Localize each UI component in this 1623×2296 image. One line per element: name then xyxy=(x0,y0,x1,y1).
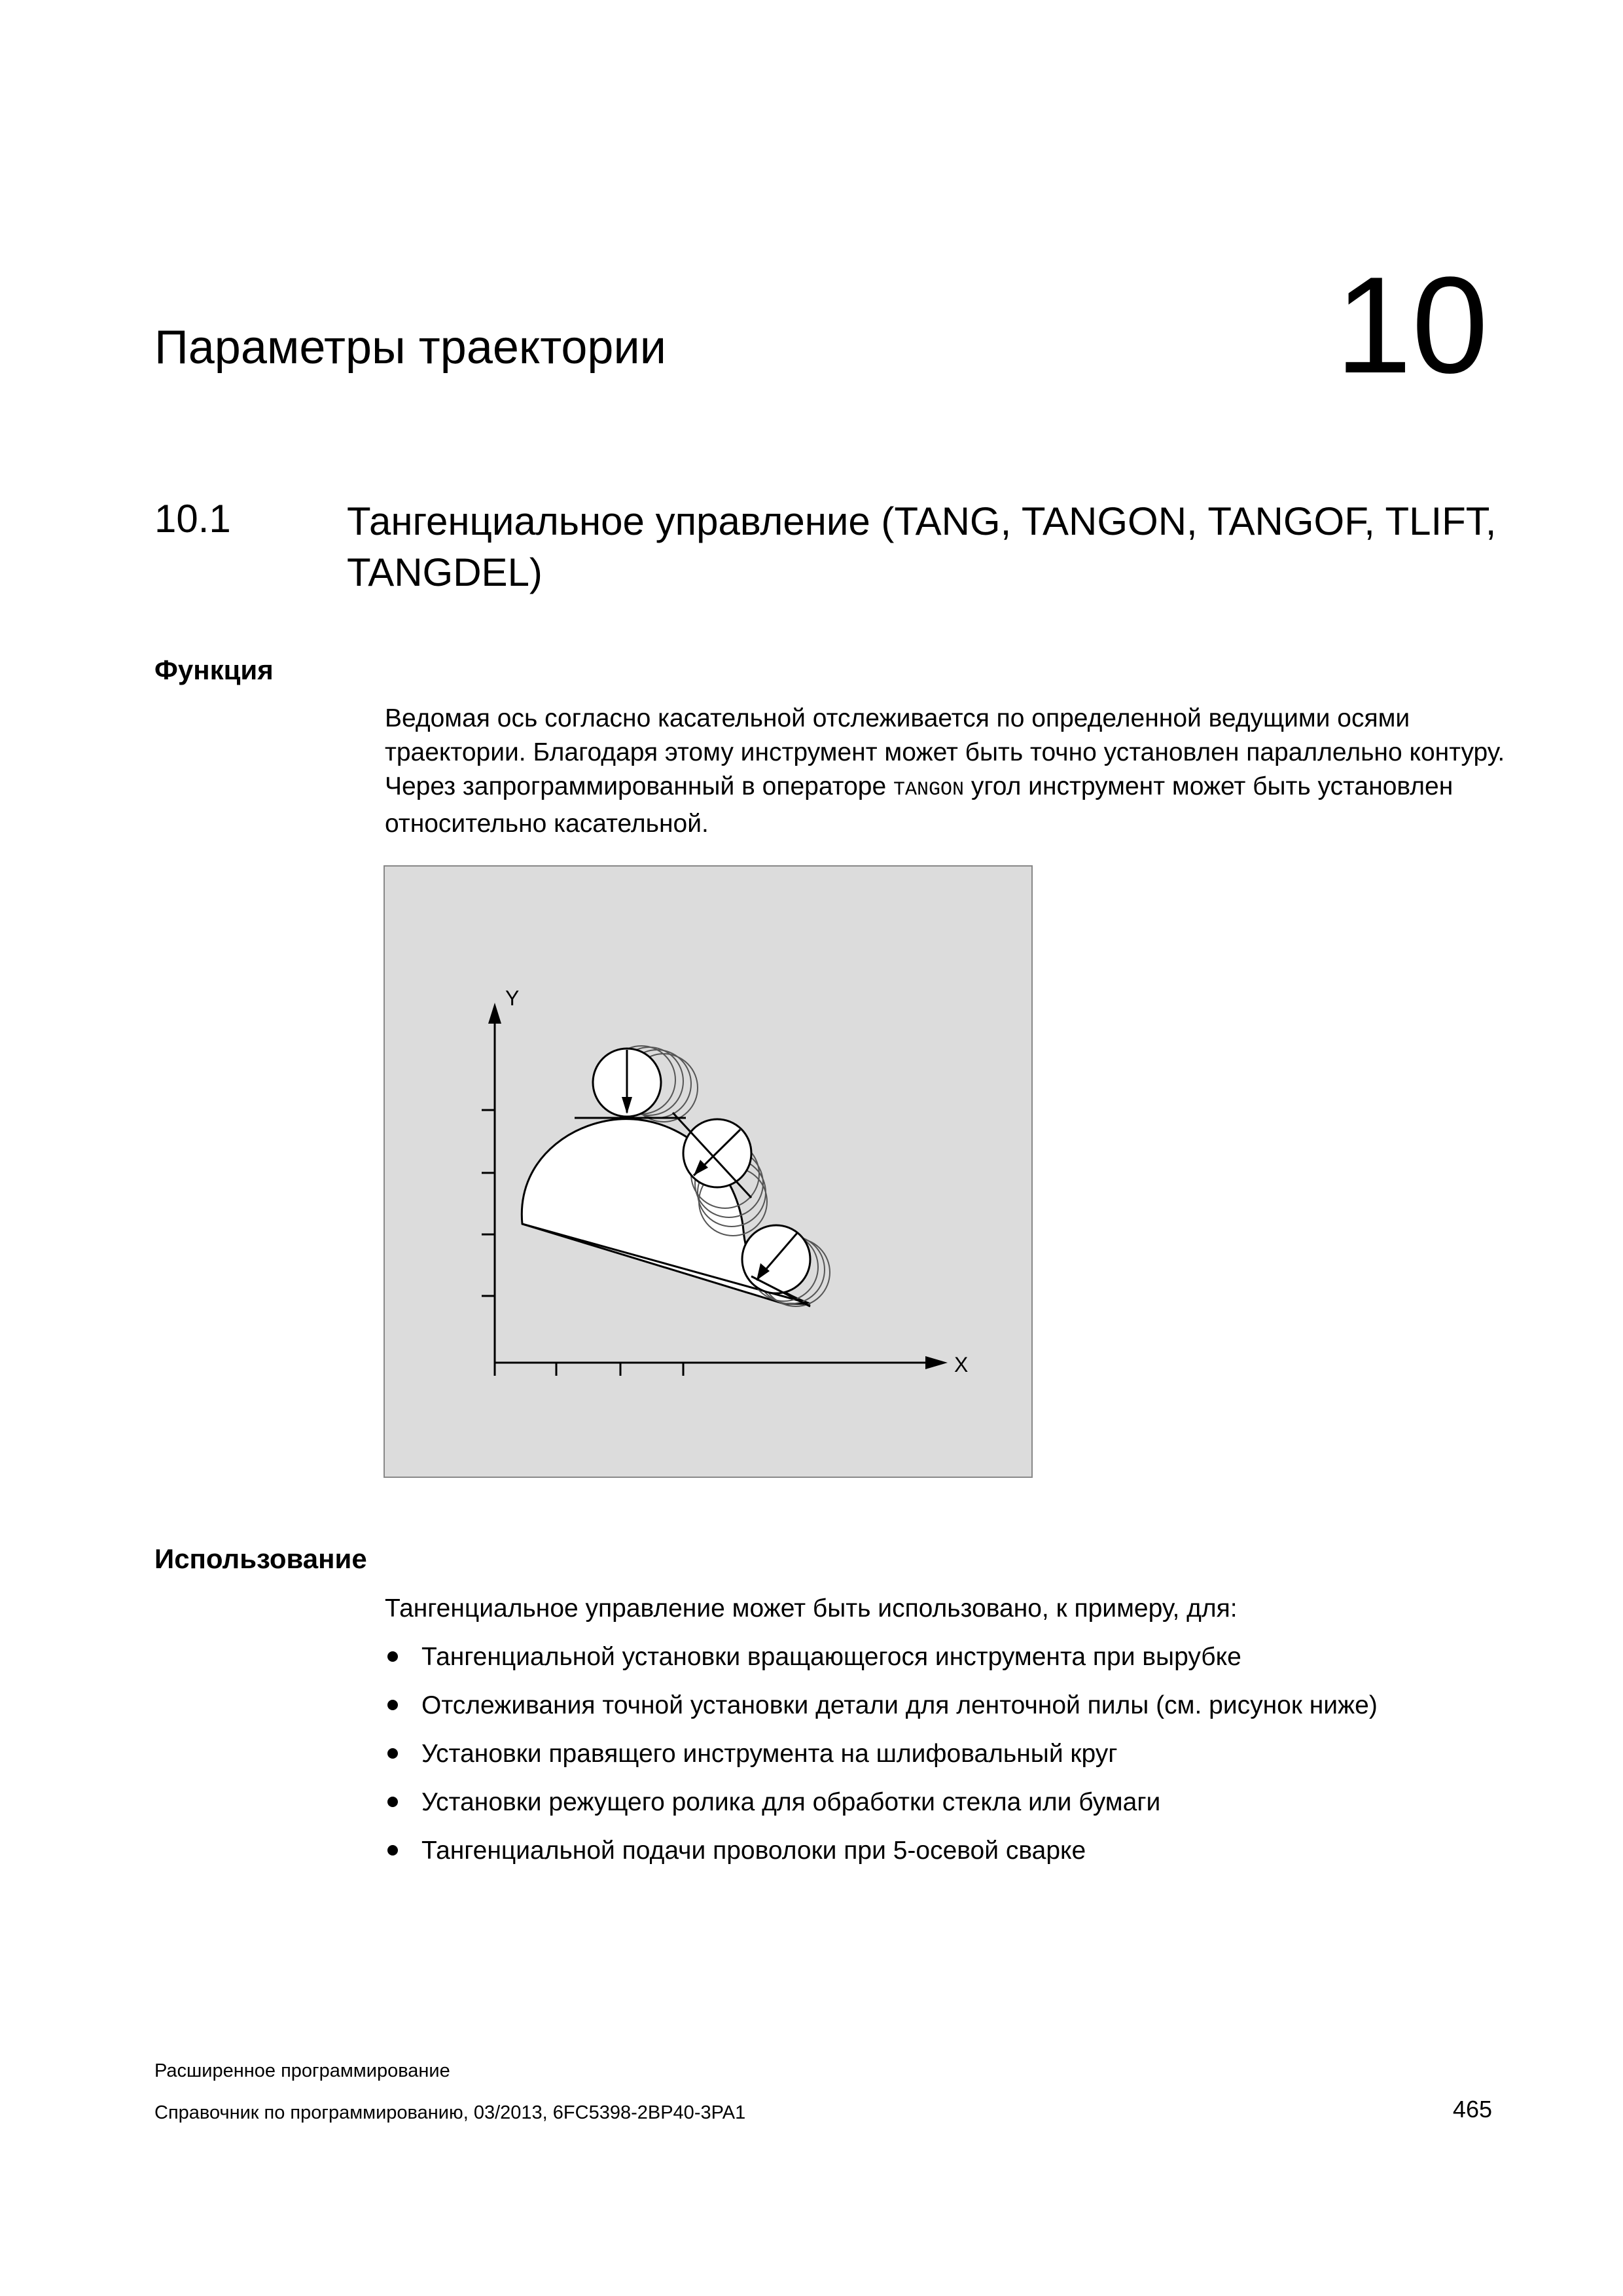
bullet-icon xyxy=(387,1845,398,1856)
function-text-after: угол инструмент может быть установлен относительно касательной. xyxy=(385,772,1454,838)
function-text-before: Ведомая ось согласно касательной отслеживается по определенной ведущими осями траектории. Благодаря этому инструмент может быть точно установлен параллельно контуру. Через запрограммированный в операторе xyxy=(385,704,1505,800)
list-item: Тангенциальной установки вращающегося инструмента при вырубке xyxy=(385,1640,1510,1674)
x-axis-arrowhead xyxy=(925,1356,948,1369)
section-title: Тангенциальное управление (TANG, TANGON, TANGOF, TLIFT, TANGDEL) xyxy=(347,499,1497,594)
section-number: 10.1 xyxy=(154,497,231,541)
usage-intro: Тангенциальное управление может быть использовано, к примеру, для: xyxy=(385,1594,1238,1623)
tangential-control-figure xyxy=(383,865,1033,1478)
chapter-number: 10 xyxy=(1335,248,1488,402)
figure-drawing xyxy=(385,867,1031,1477)
bullet-icon xyxy=(387,1797,398,1807)
x-axis-label: X xyxy=(954,1353,969,1376)
footer-manual-info: Справочник по программированию, 03/2013, 6FC5398-2BP40-3PA1 xyxy=(154,2102,746,2123)
usage-heading: Использование xyxy=(154,1543,367,1574)
function-heading: Функция xyxy=(154,655,274,685)
bullet-icon xyxy=(387,1651,398,1662)
footer-book-title: Расширенное программирование xyxy=(154,2060,450,2081)
y-axis-label: Y xyxy=(505,986,520,1010)
usage-list xyxy=(385,1640,1510,1882)
list-item: Установки режущего ролика для обработки стекла или бумаги xyxy=(385,1785,1510,1820)
tangon-code: TANGON xyxy=(893,779,965,801)
list-item: Отслеживания точной установки детали для ленточной пилы (см. рисунок ниже) xyxy=(385,1689,1510,1723)
bullet-icon xyxy=(387,1748,398,1759)
bullet-icon xyxy=(387,1700,398,1710)
page-number: 465 xyxy=(1452,2096,1492,2123)
function-paragraph xyxy=(385,702,1510,841)
list-item: Тангенциальной подачи проволоки при 5-осевой сварке xyxy=(385,1834,1510,1868)
list-item: Установки правящего инструмента на шлифовальный круг xyxy=(385,1737,1510,1771)
y-axis-arrowhead xyxy=(488,1003,501,1024)
tool-circle-bottom xyxy=(742,1225,810,1293)
chapter-title: Параметры траектории xyxy=(154,321,666,374)
